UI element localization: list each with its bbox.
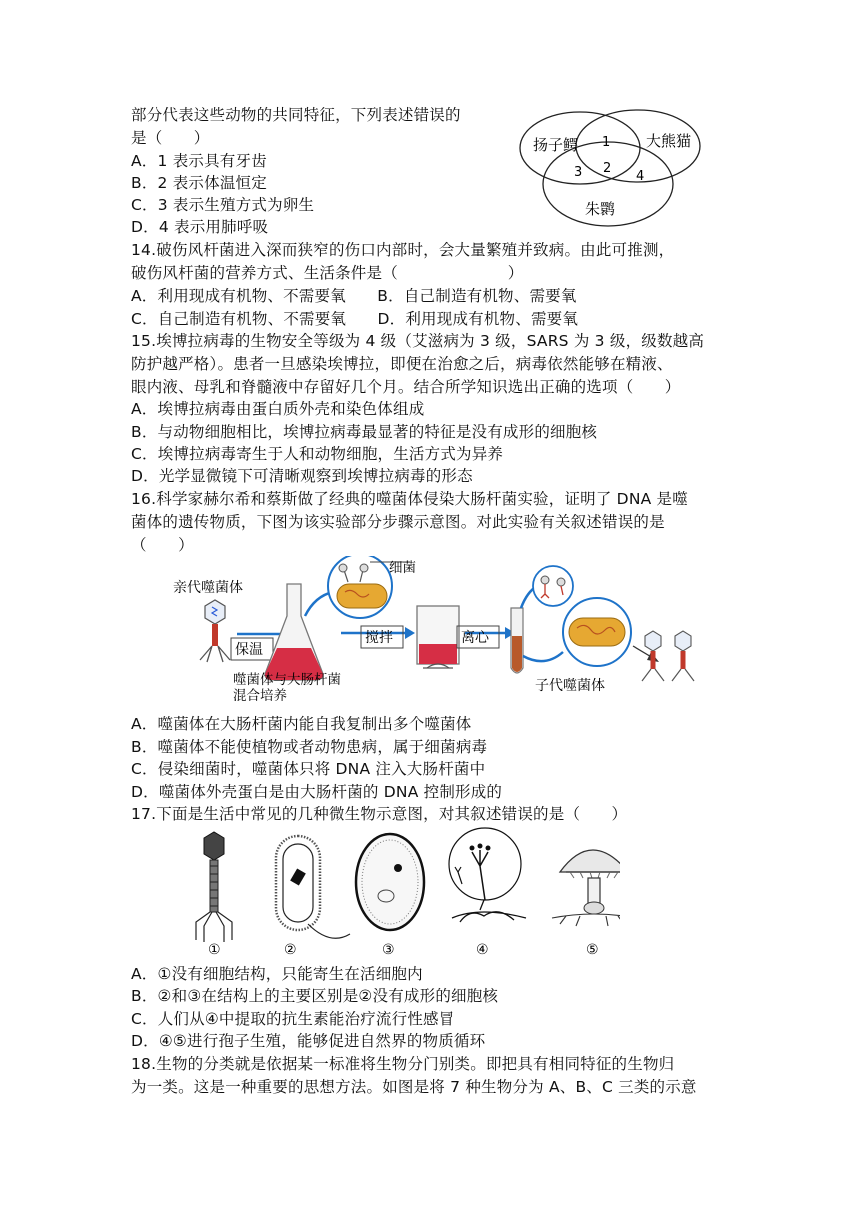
- q14-line2: 破伤风杆菌的营养方式、生活条件是（ ）: [131, 264, 524, 282]
- yeast-cell-icon: [356, 834, 424, 930]
- beaker-icon: [417, 606, 459, 668]
- parent-phage-icon: [200, 600, 230, 662]
- label-stir: 搅拌: [365, 630, 393, 646]
- q15-option-c: C．埃博拉病毒寄生于人和动物细胞，生活方式为异养: [131, 445, 504, 463]
- mushroom-icon: [552, 850, 620, 926]
- q15-option-d: D．光学显微镜下可清晰观察到埃博拉病毒的形态: [131, 467, 473, 485]
- q16-option-b: B．噬菌体不能使植物或者动物患病，属于细菌病毒: [131, 738, 488, 756]
- label-microbe-5: ⑤: [586, 942, 599, 958]
- q17-option-c: C．人们从④中提取的抗生素能治疗流行性感冒: [131, 1010, 455, 1028]
- venn-region-3: 3: [574, 165, 583, 180]
- label-mix-2: 混合培养: [233, 688, 287, 701]
- label-mix-1: 噬菌体与大肠杆菌: [233, 672, 341, 688]
- label-microbe-3: ③: [382, 942, 395, 958]
- q18-line2: 为一类。这是一种重要的思想方法。如图是将 7 种生物分为 A、B、C 三类的示意: [131, 1078, 697, 1096]
- bacterium-icon: [276, 836, 350, 938]
- test-tube-icon: [511, 608, 523, 673]
- q17-option-a: A．①没有细胞结构，只能寄生在活细胞内: [131, 965, 423, 983]
- q15-line3: 眼内液、母乳和脊髓液中存留好几个月。结合所学知识选出正确的选项（ ）: [131, 378, 681, 396]
- q14-options-ab: A．利用现成有机物、不需要氧 B．自己制造有机物、需要氧: [131, 287, 577, 305]
- q13-intro: 部分代表这些动物的共同特征，下列表述错误的: [131, 106, 461, 124]
- label-microbe-4: ④: [476, 942, 489, 958]
- q13-option-c: C．3 表示生殖方式为卵生: [131, 196, 315, 214]
- label-offspring-phage: 子代噬菌体: [535, 678, 605, 694]
- q17-line1: 17.下面是生活中常见的几种微生物示意图，对其叙述错误的是（ ）: [131, 805, 628, 823]
- label-microbe-2: ②: [284, 942, 297, 958]
- venn-label-ibis: 朱鹮: [585, 200, 616, 218]
- q15-option-a: A．埃博拉病毒由蛋白质外壳和染色体组成: [131, 400, 425, 418]
- label-parent-phage: 亲代噬菌体: [173, 580, 243, 596]
- q14-options-cd: C．自己制造有机物、不需要氧 D．利用现成有机物、需要氧: [131, 310, 579, 328]
- phage-experiment-figure: [165, 556, 710, 701]
- venn-label-panda: 大熊猫: [646, 132, 692, 150]
- q15-line2: 防护越严格）。患者一旦感染埃博拉，即便在治愈之后，病毒依然能够在精液、: [131, 355, 673, 373]
- q18-line1: 18.生物的分类就是依据某一标准将生物分门别类。即把具有相同特征的生物归: [131, 1055, 675, 1073]
- q13-option-b: B．2 表示体温恒定: [131, 174, 267, 192]
- label-bacteria: 细菌: [389, 560, 416, 576]
- q17-option-b: B．②和③在结构上的主要区别是②没有成形的细胞核: [131, 987, 499, 1005]
- phage-icon: [196, 832, 232, 942]
- q16-line1: 16.科学家赫尔希和蔡斯做了经典的噬菌体侵染大肠杆菌实验，证明了 DNA 是噬: [131, 490, 688, 508]
- venn-region-4: 4: [636, 169, 645, 184]
- mold-icon: [449, 828, 526, 922]
- venn-region-2: 2: [603, 161, 612, 176]
- q16-option-a: A．噬菌体在大肠杆菌内能自我复制出多个噬菌体: [131, 715, 472, 733]
- bacterium-zoom-icon: [328, 556, 392, 618]
- q16-line3: （ ）: [131, 536, 194, 554]
- q15-option-b: B．与动物细胞相比，埃博拉病毒最显著的特征是没有成形的细胞核: [131, 423, 598, 441]
- label-microbe-1: ①: [208, 942, 221, 958]
- q13-option-d: D．4 表示用肺呼吸: [131, 218, 269, 236]
- label-centrifuge: 离心: [461, 630, 489, 646]
- infected-bacterium-icon: [563, 598, 631, 666]
- venn-label-alligator: 扬子鳄: [533, 136, 579, 154]
- q15-line1: 15.埃博拉病毒的生物安全等级为 4 级（艾滋病为 3 级，SARS 为 3 级，级数越高: [131, 332, 705, 350]
- label-keep-warm: 保温: [235, 642, 263, 658]
- venn-region-1: 1: [602, 135, 611, 150]
- q17-option-d: D．④⑤进行孢子生殖，能够促进自然界的物质循环: [131, 1032, 486, 1050]
- q16-line2: 菌体的遗传物质，下图为该实验部分步骤示意图。对此实验有关叙述错误的是: [131, 513, 665, 531]
- q16-option-c: C．侵染细菌时，噬菌体只将 DNA 注入大肠杆菌中: [131, 760, 486, 778]
- phage-zoom-icon: [533, 566, 573, 606]
- microbes-figure: [180, 826, 620, 961]
- q14-line1: 14.破伤风杆菌进入深而狭窄的伤口内部时，会大量繁殖并致病。由此可推测，: [131, 241, 675, 259]
- q13-option-a: A．1 表示具有牙齿: [131, 152, 267, 170]
- q16-option-d: D．噬菌体外壳蛋白是由大肠杆菌的 DNA 控制形成的: [131, 783, 503, 801]
- flask-icon: [265, 584, 323, 680]
- q13-stem: 是（ ）: [131, 129, 210, 147]
- venn-diagram: [518, 108, 708, 232]
